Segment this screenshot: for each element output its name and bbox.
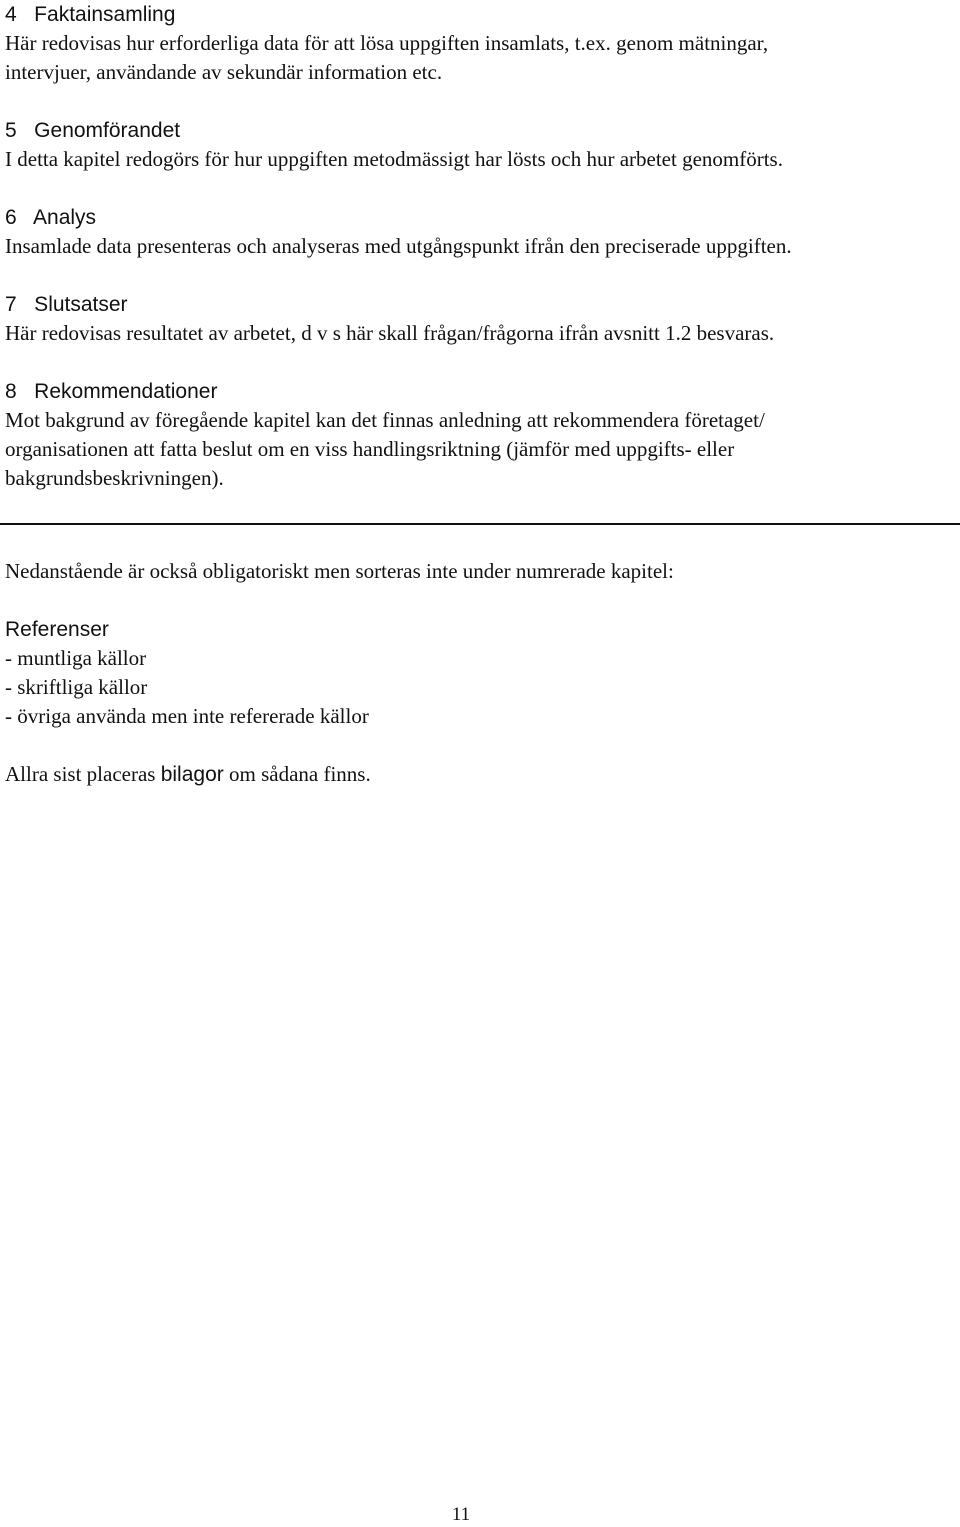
reference-item: - skriftliga källor bbox=[5, 675, 148, 699]
section-heading: 7 Slutsatser bbox=[5, 293, 128, 316]
reference-item: - övriga använda men inte refererade källor bbox=[5, 704, 369, 728]
section-7-slutsatser bbox=[5, 290, 955, 348]
references-heading: Referenser bbox=[5, 618, 109, 641]
paragraph-gap bbox=[5, 731, 955, 760]
section-8-rekommendationer bbox=[5, 377, 955, 493]
section-heading: 4 Faktainsamling bbox=[5, 3, 176, 26]
section-heading: 5 Genomförandet bbox=[5, 119, 181, 142]
section-4-faktainsamling bbox=[5, 0, 955, 87]
section-heading: 6 Analys bbox=[5, 206, 97, 229]
paragraph-gap bbox=[5, 586, 955, 615]
paragraph-gap bbox=[5, 174, 955, 203]
section-body-line: Här redovisas resultatet av arbetet, d v s här skall frågan/frågorna ifrån avsnitt 1.2 besvaras. bbox=[5, 321, 775, 345]
closing-suffix: om sådana finns. bbox=[223, 762, 371, 786]
paragraph-gap bbox=[5, 348, 955, 377]
paragraph-gap bbox=[5, 261, 955, 290]
closing-sentence bbox=[5, 760, 955, 789]
section-body-line: organisationen att fatta beslut om en viss handlingsriktning (jämför med uppgifts- eller bbox=[5, 437, 735, 461]
section-5-genomforandet bbox=[5, 116, 955, 174]
paragraph-gap bbox=[5, 87, 955, 116]
section-body-line: intervjuer, användande av sekundär information etc. bbox=[5, 60, 443, 84]
section-body-line: Insamlade data presenteras och analyseras med utgångspunkt ifrån den preciserade uppgiften. bbox=[5, 234, 792, 258]
horizontal-divider bbox=[0, 523, 960, 525]
document-page bbox=[5, 0, 955, 493]
section-body-line: Mot bakgrund av föregående kapitel kan det finnas anledning att rekommendera företaget/ bbox=[5, 408, 765, 432]
closing-emphasis: bilagor bbox=[160, 763, 224, 786]
intro-text: Nedanstående är också obligatoriskt men sorteras inte under numrerade kapitel: bbox=[5, 559, 674, 583]
section-heading: 8 Rekommendationer bbox=[5, 380, 218, 403]
section-body-line: bakgrundsbeskrivningen). bbox=[5, 466, 224, 490]
section-body-line: I detta kapitel redogörs för hur uppgiften metodmässigt har lösts och hur arbetet genomförts. bbox=[5, 147, 783, 171]
section-6-analys bbox=[5, 203, 955, 261]
mandatory-appendix-block bbox=[5, 557, 955, 789]
section-body-line: Här redovisas hur erforderliga data för att lösa uppgiften insamlats, t.ex. genom mätningar, bbox=[5, 31, 769, 55]
reference-item: - muntliga källor bbox=[5, 646, 147, 670]
closing-prefix: Allra sist placeras bbox=[5, 762, 161, 786]
page-number: 11 bbox=[451, 1504, 471, 1525]
